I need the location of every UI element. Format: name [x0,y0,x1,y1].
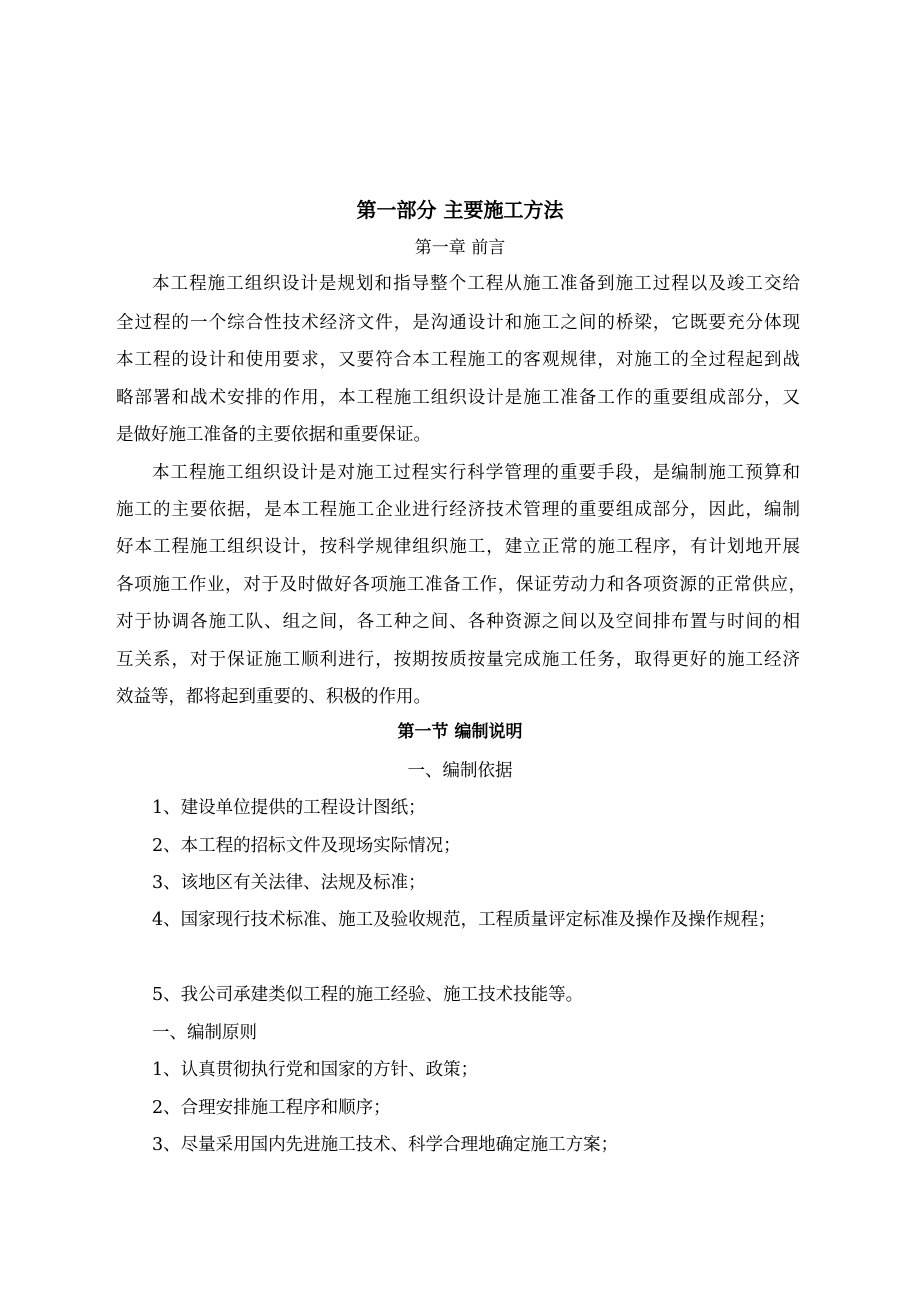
subsection-title-principles: 一、编制原则 [152,1023,257,1043]
basis-item: 3、该地区有关法律、法规及标准； [152,873,426,893]
basis-item: 5、我公司承建类似工程的施工经验、施工技术技能等。 [152,985,584,1005]
part-title: 第一部分 主要施工方法 [356,198,564,222]
paragraph-line: 本工程施工组织设计是对施工过程实行科学管理的重要手段，是编制施工预算和 [152,463,800,483]
paragraph-line: 略部署和战术安排的作用，本工程施工组织设计是施工准备工作的重要组成部分，又 [116,388,800,408]
principle-item: 3、尽量采用国内先进施工技术、科学合理地确定施工方案； [152,1135,619,1155]
principle-item: 1、认真贯彻执行党和国家的方针、政策； [152,1060,479,1080]
paragraph-line: 好本工程施工组织设计，按科学规律组织施工，建立正常的施工程序，有计划地开展 [116,537,800,557]
basis-item: 1、建设单位提供的工程设计图纸； [152,798,426,818]
paragraph-line: 互关系，对于保证施工顺利进行，按期按质按量完成施工任务，取得更好的施工经济 [116,650,800,670]
paragraph-line: 对于协调各施工队、组之间，各工种之间、各种资源之间以及空间排布置与时间的相 [116,612,800,632]
paragraph-line: 本工程施工组织设计是规划和指导整个工程从施工准备到施工过程以及竣工交给 [152,274,800,294]
principle-item: 2、合理安排施工程序和顺序； [152,1098,391,1118]
paragraph-line: 全过程的一个综合性技术经济文件，是沟通设计和施工之间的桥梁，它既要充分体现 [116,313,800,333]
paragraph-line: 各项施工作业，对于及时做好各项施工准备工作，保证劳动力和各项资源的正常供应， [116,575,806,595]
subsection-title-basis: 一、编制依据 [407,761,513,781]
paragraph-line: 是做好施工准备的主要依据和重要保证。 [116,425,431,445]
paragraph-line: 效益等，都将起到重要的、积极的作用。 [116,687,431,707]
paragraph-line: 施工的主要依据，是本工程施工企业进行经济技术管理的重要组成部分，因此，编制 [116,500,800,520]
chapter-title: 第一章 前言 [414,238,506,258]
paragraph-line: 本工程的设计和使用要求，又要符合本工程施工的客观规律，对施工的全过程起到战 [116,350,800,370]
section-title: 第一节 编制说明 [397,722,523,742]
basis-item: 2、本工程的招标文件及现场实际情况； [152,836,461,856]
basis-item: 4、国家现行技术标准、施工及验收规范，工程质量评定标准及操作及操作规程； [152,910,776,930]
